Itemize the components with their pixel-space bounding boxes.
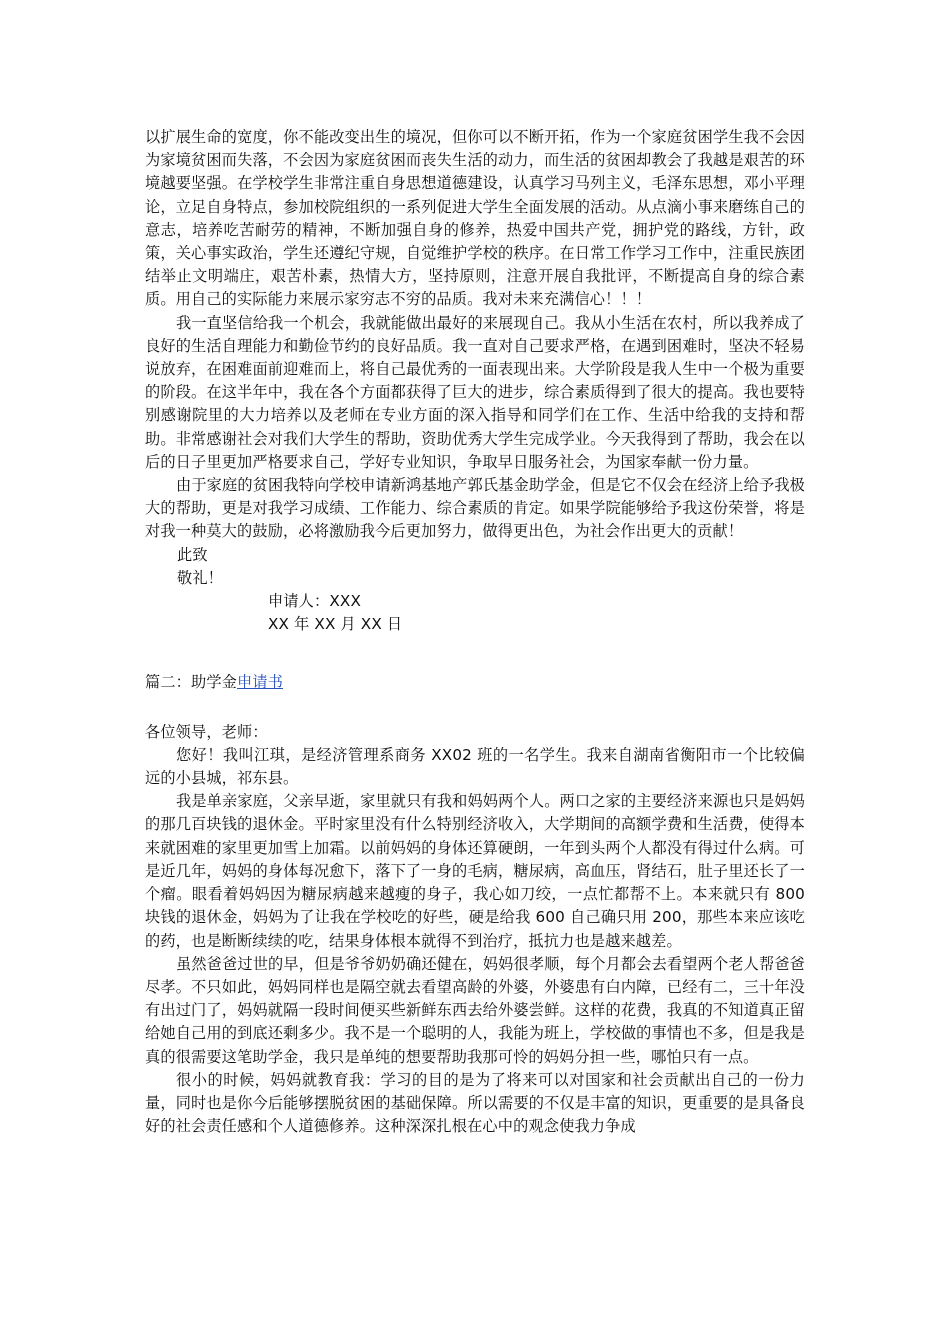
section-heading-link[interactable]: 申请书 bbox=[237, 673, 284, 692]
closing-salute: 敬礼！ bbox=[177, 568, 224, 587]
applicant-signature: 申请人：XXX bbox=[268, 592, 362, 611]
body-paragraph: 我一直坚信给我一个机会，我就能做出最好的来展现自己。我从小生活在农村，所以我养成了良好的生活自理能力和勤俭节约的良好品质。我一直对自己要求严格，在遇到困难时，坚决不轻易说放弃，在困难面前迎难而上，将自己最优秀的一面表现出来。大学阶段是我人生中一个极为重要的阶段。在这半年中，我在各个方面都获得了巨大的进步，综合素质得到了很大的提高。我也要特别感谢院里的大力培养以及老师在专业方面的深入指导和同学们在工作、生活中给我的支持和帮助。非常感谢社会对我们大学生的帮助，资助优秀大学生完成学业。今天我得到了帮助，我会在以后的日子里更加严格要求自己，学好专业知识，争取早日服务社会，为国家奉献一份力量。 bbox=[145, 313, 805, 471]
signature-date: XX 年 XX 月 XX 日 bbox=[268, 615, 403, 634]
body-paragraph: 您好！我叫江琪，是经济管理系商务 XX02 班的一名学生。我来自湖南省衡阳市一个比较偏远的小县城，祁东县。 bbox=[145, 745, 805, 788]
body-paragraph: 我是单亲家庭，父亲早逝，家里就只有我和妈妈两个人。两口之家的主要经济来源也只是妈妈的那几百块钱的退休金。平时家里没有什么特别经济收入，大学期间的高额学费和生活费，使得本来就困难的家里更加雪上加霜。以前妈妈的身体还算硬朗，一年到头两个人都没有得过什么病。可是近几年，妈妈的身体每况愈下，落下了一身的毛病，糖尿病，高血压，肾结石，肚子里还长了一个瘤。眼看着妈妈因为糖尿病越来越瘦的身子，我心如刀绞，一点忙都帮不上。本来就只有 800 块钱的退休金，妈妈为了让我在学校吃的好些，硬是给我 600 自己确只用 200，那些本来应该吃的药，也是断断续续的吃，结果身体根本就得不到治疗，抵抗力也是越来越差。 bbox=[145, 792, 805, 950]
body-paragraph: 由于家庭的贫困我特向学校申请新鸿基地产郭氏基金助学金，但是它不仅会在经济上给予我极大的帮助，更是对我学习成绩、工作能力、综合素质的肯定。如果学院能够给予我这份荣誉，将是对我一种莫大的鼓励，必将激励我今后更加努力，做得更出色，为社会作出更大的贡献！ bbox=[145, 476, 805, 541]
salutation: 各位领导，老师： bbox=[145, 722, 268, 741]
body-paragraph: 很小的时候，妈妈就教育我：学习的目的是为了将来可以对国家和社会贡献出自己的一份力量，同时也是你今后能够摆脱贫困的基础保障。所以需要的不仅是丰富的知识，更重要的是具备良好的社会责任感和个人道德修养。这种深深扎根在心中的观念使我力争成 bbox=[145, 1070, 805, 1136]
body-paragraph: 虽然爸爸过世的早，但是爷爷奶奶确还健在，妈妈很孝顺，每个月都会去看望两个老人帮爸爸尽孝。不只如此，妈妈同样也是隔空就去看望高龄的外婆，外婆患有白内障，已经有二，三十年没有出过门了，妈妈就隔一段时间便买些新鲜东西去给外婆尝鲜。这样的花费，我真的不知道真正留给她自己用的到底还剩多少。我不是一个聪明的人，我能为班上，学校做的事情也不多，但是我是真的很需要这笔助学金，我只是单纯的想要帮助我那可怜的妈妈分担一些，哪怕只有一点。 bbox=[145, 954, 805, 1066]
section-heading bbox=[145, 671, 805, 694]
section-heading-text: 篇二：助学金 bbox=[145, 673, 238, 692]
document-page bbox=[145, 126, 805, 1138]
closing-line: 此致 bbox=[177, 545, 208, 564]
body-paragraph: 以扩展生命的宽度，你不能改变出生的境况，但你可以不断开拓，作为一个家庭贫困学生我不会因为家境贫困而失落，不会因为家庭贫困而丧失生活的动力，而生活的贫困却教会了我越是艰苦的环境越要坚强。在学校学生非常注重自身思想道德建设，认真学习马列主义，毛泽东思想，邓小平理论，立足自身特点，参加校院组织的一系列促进大学生全面发展的活动。从点滴小事来磨练自己的意志，培养吃苦耐劳的精神，不断加强自身的修养，热爱中国共产党，拥护党的路线，方针，政策，关心事实政治，学生还遵纪守规，自觉维护学校的秩序。在日常工作学习工作中，注重民族团结举止文明端庄，艰苦朴素，热情大方，坚持原则，注意开展自我批评，不断提高自身的综合素质。用自己的实际能力来展示家穷志不穷的品质。我对未来充满信心！！！ bbox=[145, 128, 805, 309]
